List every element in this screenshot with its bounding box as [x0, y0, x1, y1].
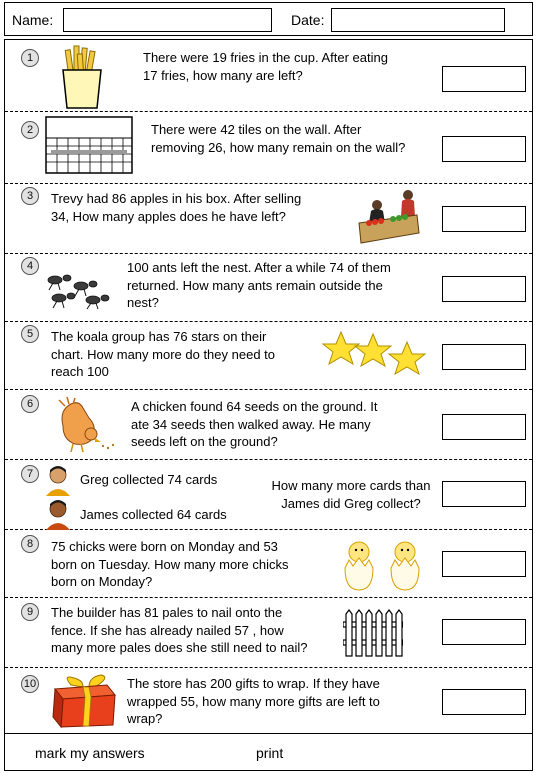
- answer-box[interactable]: [442, 481, 526, 507]
- greg-text: Greg collected 74 cards: [80, 472, 218, 487]
- fries-icon: [57, 44, 107, 110]
- question-row-10: [5, 668, 532, 734]
- question-text: The koala group has 76 stars on their chart. How many more do they need to reach 100: [51, 329, 276, 379]
- name-field[interactable]: [63, 8, 272, 32]
- question-text: The builder has 81 pales to nail onto the fence. If she has already nailed 57 , how many more pales does she still need to nail?: [51, 605, 308, 655]
- james-text: James collected 64 cards: [80, 507, 227, 522]
- question-row-5: [5, 322, 532, 390]
- chicken-icon: [53, 396, 117, 454]
- question-number: 7: [21, 465, 39, 483]
- gift-icon: [49, 671, 121, 729]
- question-row-4: [5, 254, 532, 322]
- question-row-1: [5, 40, 532, 112]
- question-number: 4: [21, 257, 39, 275]
- answer-box[interactable]: [442, 136, 526, 162]
- question-number: 9: [21, 603, 39, 621]
- worksheet: [4, 39, 533, 733]
- question-number: 6: [21, 395, 39, 413]
- question-number: 8: [21, 535, 39, 553]
- ants-icon: [43, 266, 115, 310]
- question-number: 10: [21, 675, 39, 693]
- question-row-6: [5, 390, 532, 460]
- question-text: The store has 200 gifts to wrap. If they have wrapped 55, how many more gifts are left to wrap?: [127, 676, 380, 726]
- answer-box[interactable]: [442, 276, 526, 302]
- question-text: Trevy had 86 apples in his box. After selling 34, How many apples does he have left?: [51, 191, 302, 224]
- mark-answers-button[interactable]: mark my answers: [35, 745, 145, 761]
- date-field[interactable]: [331, 8, 505, 32]
- answer-box[interactable]: [442, 344, 526, 370]
- question-number: 5: [21, 325, 39, 343]
- question-text: 75 chicks were born on Monday and 53 born on Tuesday. How many more chicks born on Monday?: [51, 539, 289, 589]
- question-text: There were 19 fries in the cup. After eating 17 fries, how many are left?: [143, 50, 388, 83]
- answer-box[interactable]: [442, 689, 526, 715]
- stars-icon: [321, 326, 429, 382]
- question-row-3: [5, 184, 532, 254]
- print-button[interactable]: print: [256, 745, 284, 761]
- date-label: Date:: [291, 12, 325, 28]
- question-row-9: [5, 598, 532, 668]
- footer-bar: [4, 733, 533, 771]
- question-text: How many more cards than James did Greg collect?: [271, 478, 431, 511]
- answer-box[interactable]: [442, 66, 526, 92]
- question-number: 2: [21, 121, 39, 139]
- boy-avatar-icon: [43, 498, 73, 530]
- question-text: 100 ants left the nest. After a while 74 of them returned. How many ants remain outside the nest?: [127, 260, 391, 310]
- fence-icon: [343, 608, 403, 658]
- tiled-wall-icon: [45, 116, 133, 174]
- boy-avatar-icon: [43, 464, 73, 496]
- chicks-icon: [339, 534, 429, 594]
- header-bar: [4, 2, 533, 36]
- answer-box[interactable]: [442, 414, 526, 440]
- answer-box[interactable]: [442, 206, 526, 232]
- question-number: 1: [21, 49, 39, 67]
- question-text: A chicken found 64 seeds on the ground. It ate 34 seeds then walked away. He many seeds left on the ground?: [131, 399, 378, 449]
- answer-box[interactable]: [442, 619, 526, 645]
- question-row-7: [5, 460, 532, 530]
- question-number: 3: [21, 187, 39, 205]
- question-text: There were 42 tiles on the wall. After removing 26, how many remain on the wall?: [151, 122, 406, 155]
- answer-box[interactable]: [442, 551, 526, 577]
- name-label: Name:: [12, 12, 54, 28]
- fruit-stall-icon: [353, 187, 423, 247]
- question-row-8: [5, 530, 532, 598]
- question-row-2: [5, 112, 532, 184]
